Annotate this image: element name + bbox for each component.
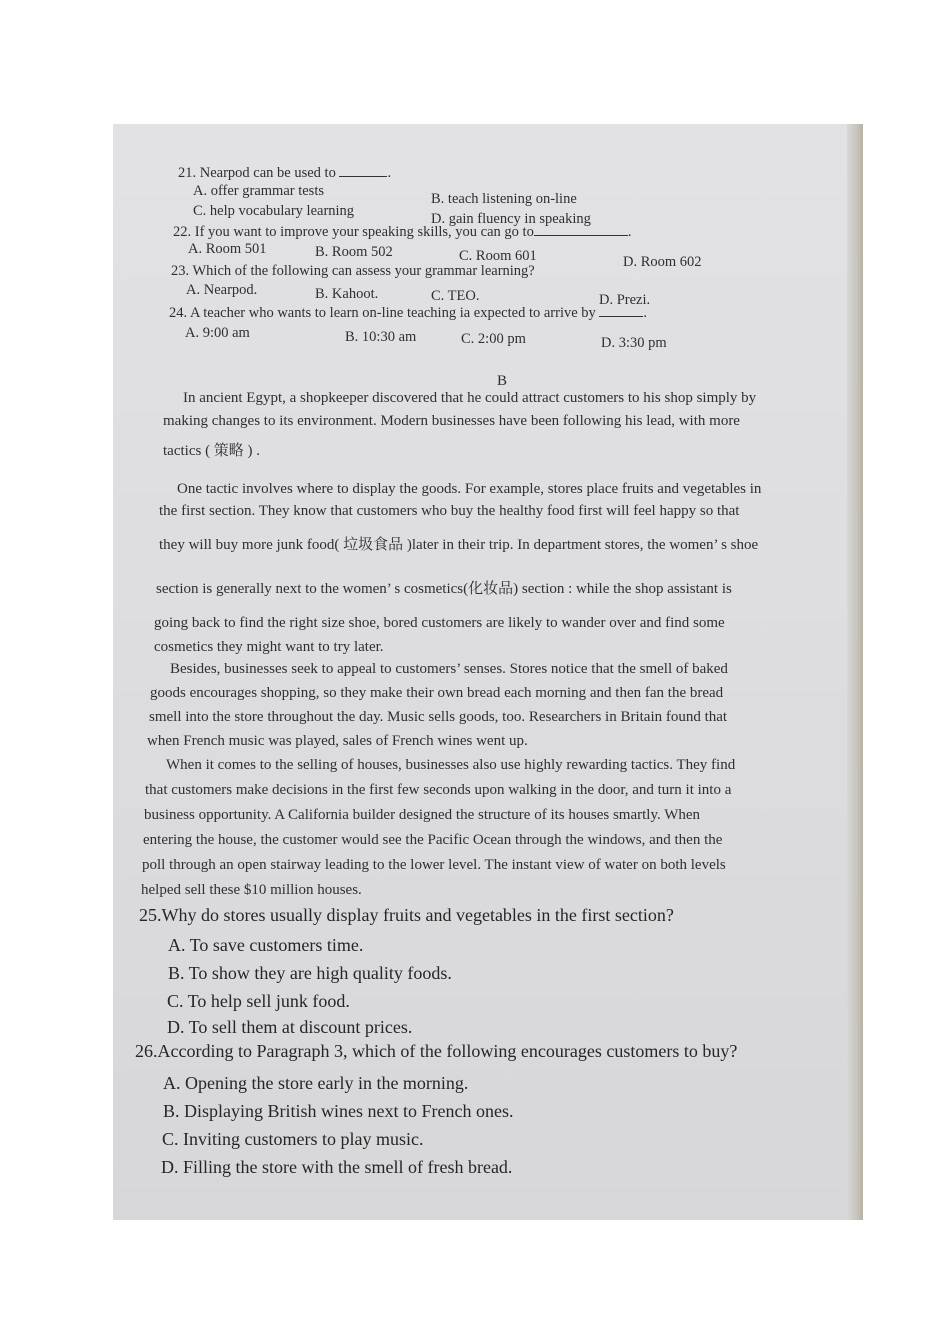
page-edge-shadow [847, 124, 863, 1220]
question-23-stem: 23. Which of the following can assess your grammar learning? [171, 263, 535, 279]
paragraph-4-line-2: that customers make decisions in the first few seconds upon walking in the door, and turn it into a [145, 782, 732, 798]
question-24-option-c: C. 2:00 pm [461, 331, 526, 347]
paragraph-3-line-2: goods encourages shopping, so they make their own bread each morning and then fan the bread [150, 685, 724, 701]
question-26-stem: 26.According to Paragraph 3, which of the following encourages customers to buy? [135, 1041, 738, 1061]
paragraph-2-line-6: cosmetics they might want to try later. [154, 639, 384, 655]
paragraph-2-line-2: the first section. They know that customers who buy the healthy food first will feel happy so that [159, 503, 740, 519]
paragraph-1-line-3: tactics ( 策略 ) . [163, 443, 261, 459]
paragraph-1-line-1: In ancient Egypt, a shopkeeper discovered that he could attract customers to his shop simply by [183, 390, 757, 406]
paragraph-4-line-4: entering the house, the customer would see the Pacific Ocean through the windows, and then the [143, 832, 723, 848]
paragraph-1-line-2: making changes to its environment. Modern businesses have been following his lead, with more [163, 413, 740, 429]
paragraph-4-line-1: When it comes to the selling of houses, businesses also use highly rewarding tactics. They find [166, 757, 736, 773]
paragraph-2-line-4: section is generally next to the women’ s cosmetics(化妆品) section : while the shop assistant is [156, 581, 732, 597]
paragraph-3-line-4: when French music was played, sales of French wines went up. [147, 733, 528, 749]
question-25-stem: 25.Why do stores usually display fruits and vegetables in the first section? [139, 905, 674, 925]
paragraph-3-line-1: Besides, businesses seek to appeal to customers’ senses. Stores notice that the smell of baked [170, 661, 728, 677]
question-24-stem: 24. A teacher who wants to learn on-line teaching ia expected to arrive by . [169, 305, 648, 321]
question-23-option-d: D. Prezi. [599, 292, 651, 308]
paragraph-2-line-5: going back to find the right size shoe, bored customers are likely to wander over and find some [154, 615, 725, 631]
paragraph-2-line-1: One tactic involves where to display the goods. For example, stores place fruits and vegetables in [177, 481, 762, 497]
question-22-stem: 22. If you want to improve your speaking skills, you can go to . [173, 224, 632, 240]
exam-page-photo [113, 124, 863, 1220]
question-26-option-b: B. Displaying British wines next to French ones. [163, 1101, 514, 1121]
paragraph-4-line-6: helped sell these $10 million houses. [141, 882, 362, 898]
paragraph-4-line-5: poll through an open stairway leading to the lower level. The instant view of water on both levels [142, 857, 726, 873]
question-22-option-d: D. Room 602 [623, 254, 702, 270]
paragraph-2-line-3: they will buy more junk food( 垃圾食品 )later in their trip. In department stores, the women’ s shoe [159, 537, 759, 553]
question-26-option-a: A. Opening the store early in the morning. [163, 1073, 469, 1093]
question-22-option-a: A. Room 501 [188, 241, 267, 257]
question-24-option-d: D. 3:30 pm [601, 335, 667, 351]
question-22-option-c: C. Room 601 [459, 248, 537, 264]
question-23-option-a: A. Nearpod. [186, 282, 258, 298]
question-23-option-b: B. Kahoot. [315, 286, 379, 302]
question-25-option-c: C. To help sell junk food. [167, 991, 350, 1011]
question-21-option-a: A. offer grammar tests [193, 183, 324, 199]
question-25-option-d: D. To sell them at discount prices. [167, 1017, 413, 1037]
question-25-option-b: B. To show they are high quality foods. [168, 963, 452, 983]
question-25-option-a: A. To save customers time. [168, 935, 364, 955]
question-26-option-c: C. Inviting customers to play music. [162, 1129, 424, 1149]
question-23-option-c: C. TEO. [431, 288, 480, 304]
question-24-option-b: B. 10:30 am [345, 329, 417, 345]
paragraph-4-line-3: business opportunity. A California builder designed the structure of its houses smartly. When [144, 807, 701, 823]
question-21-stem: 21. Nearpod can be used to . [178, 165, 392, 181]
question-21-option-b: B. teach listening on-line [431, 191, 577, 207]
question-24-option-a: A. 9:00 am [185, 325, 250, 341]
question-21-option-d: D. gain fluency in speaking [431, 211, 591, 227]
paragraph-3-line-3: smell into the store throughout the day. Music sells goods, too. Researchers in Britain found that [149, 709, 728, 725]
question-21-option-c: C. help vocabulary learning [193, 203, 355, 219]
question-22-option-b: B. Room 502 [315, 244, 393, 260]
question-26-option-d: D. Filling the store with the smell of fresh bread. [161, 1157, 513, 1177]
section-heading: B [497, 373, 508, 389]
